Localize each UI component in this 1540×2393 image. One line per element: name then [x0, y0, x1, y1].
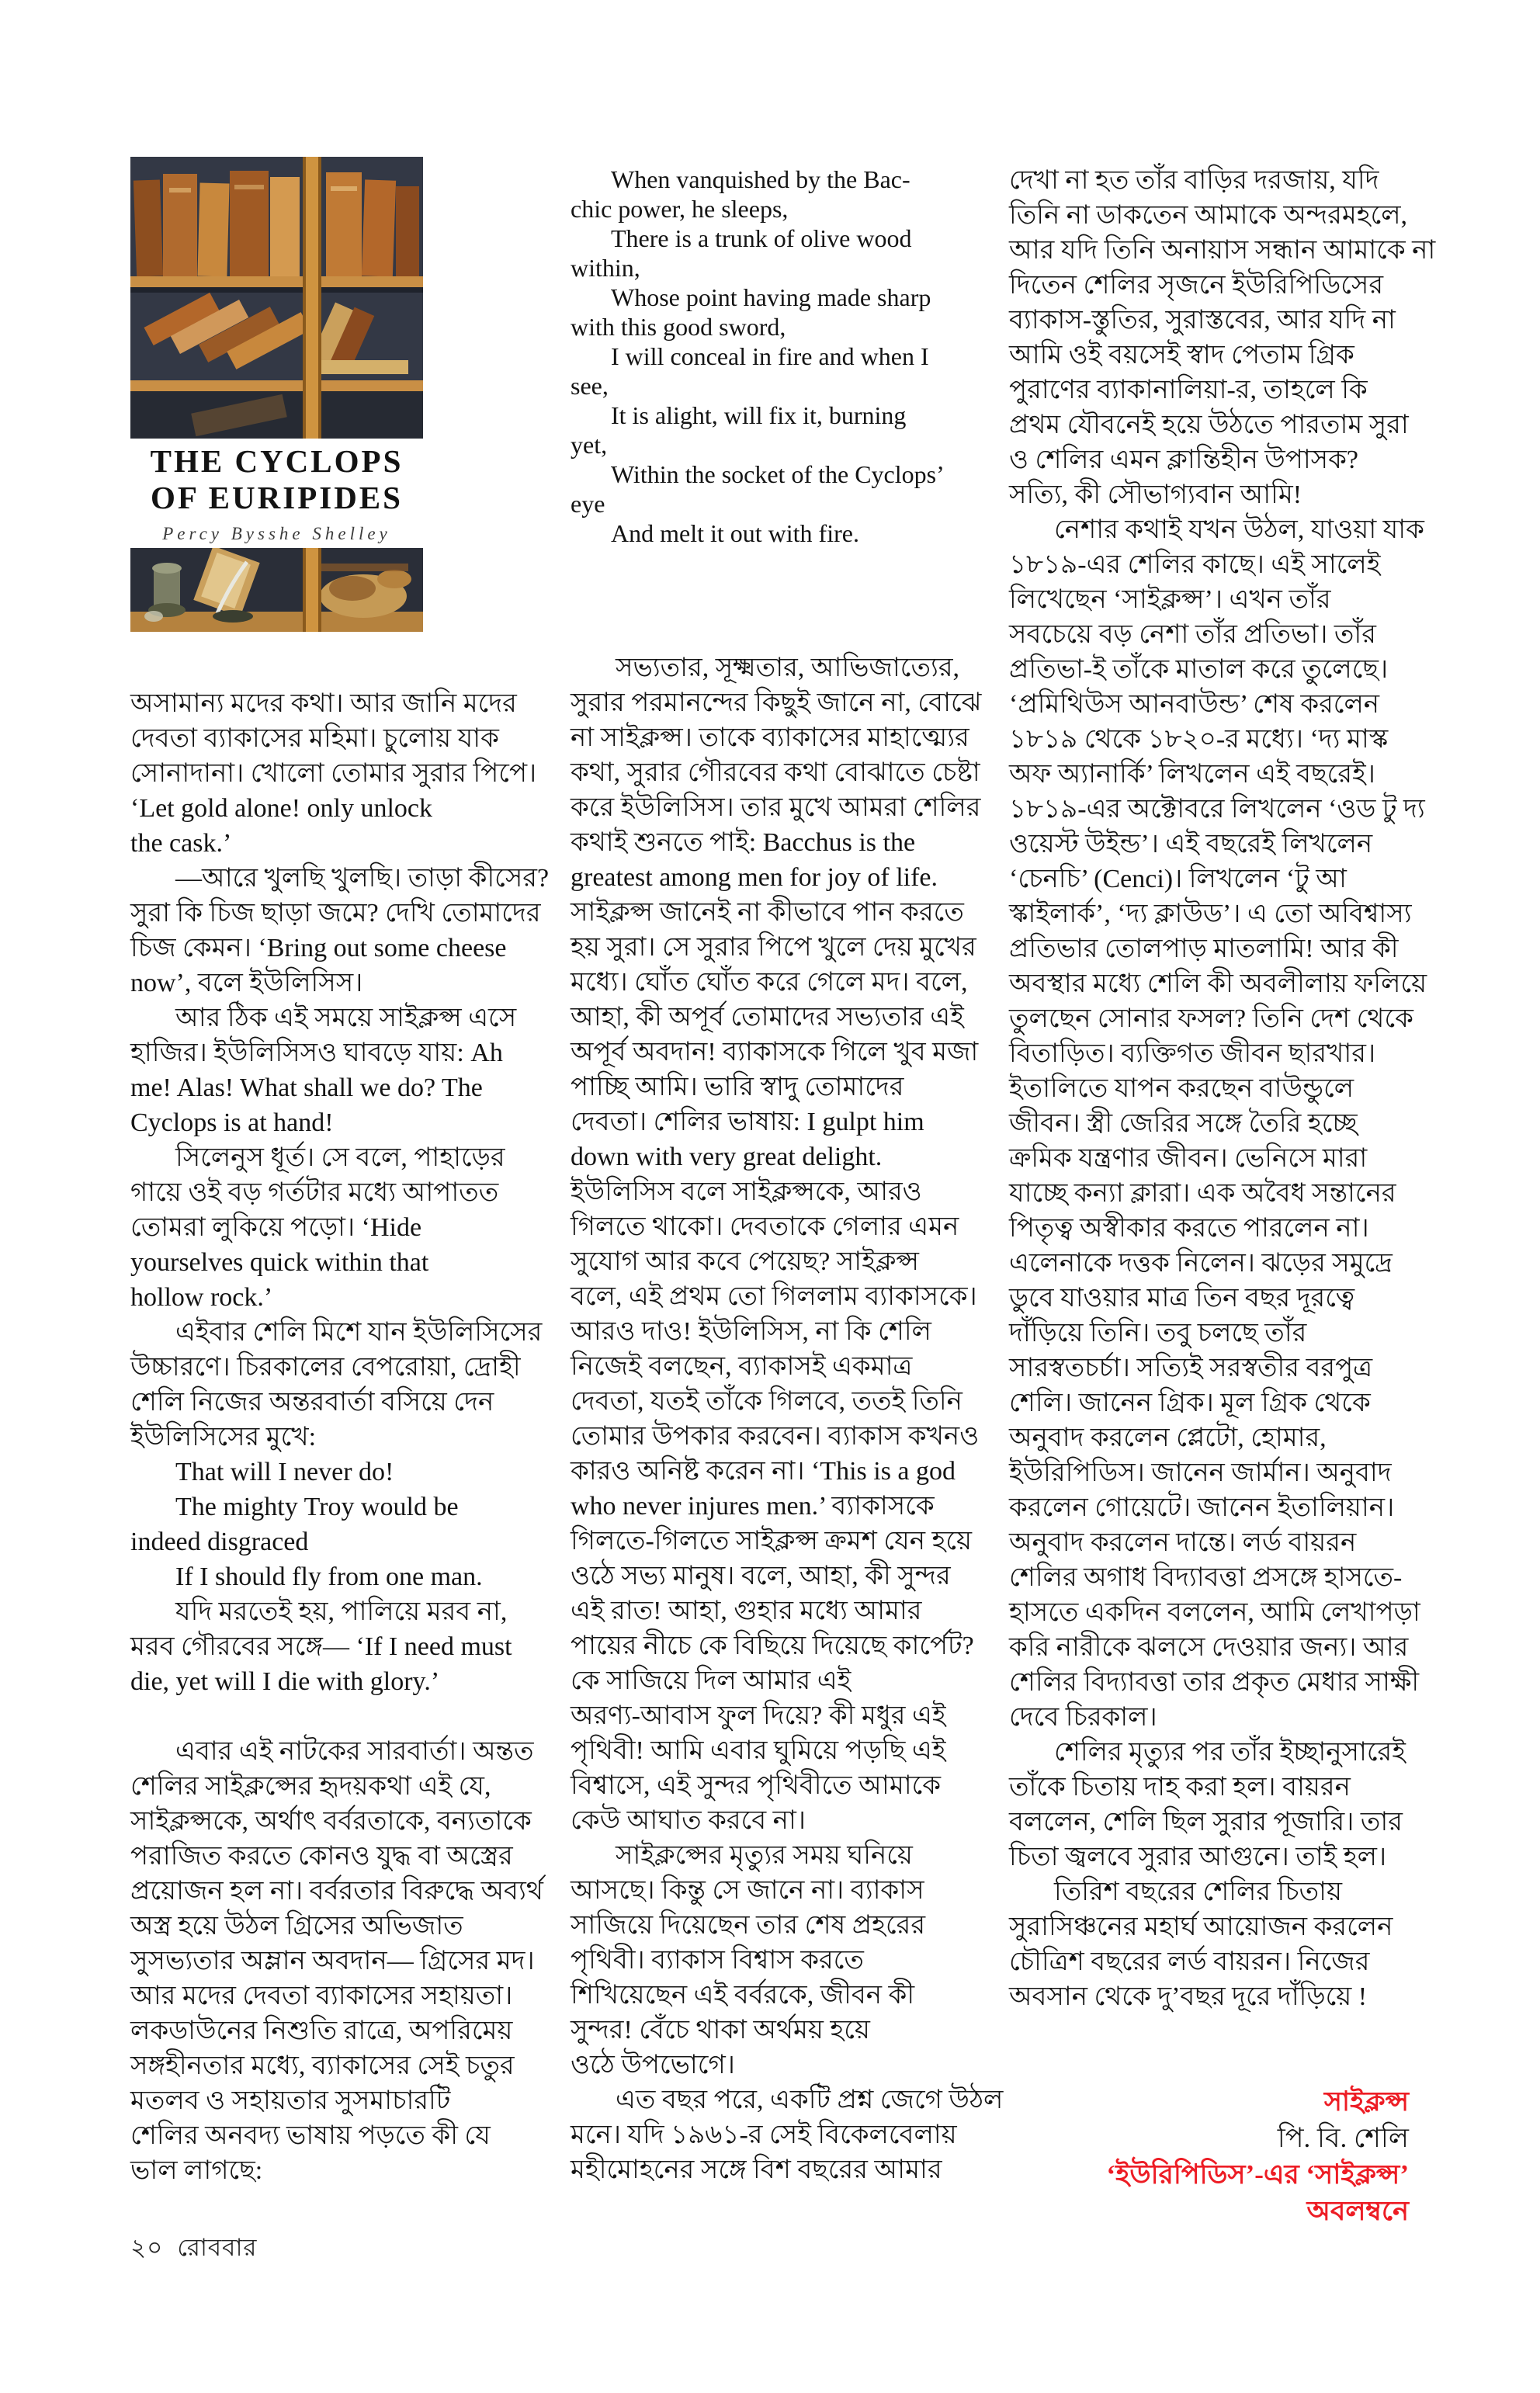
text-line: হাজির। ইউলিসিসও ঘাবড়ে যায়: Ah: [130, 1039, 503, 1067]
text-line: ওঠে উপভোগে।: [571, 2051, 735, 2079]
text-line: যাচ্ছে কন্যা ক্লারা। এক অবৈধ সন্তানের: [1009, 1179, 1396, 1208]
magazine-name: রোববার: [177, 2234, 258, 2261]
text-line: ব্যাকাস-স্তুতির, সুরাস্তবের, আর যদি না: [1009, 306, 1396, 335]
text-line: চিজ কেমন। ‘Bring out some cheese: [130, 934, 507, 962]
text-line: যদি মরতেই হয়, পালিয়ে মরব না,: [175, 1597, 508, 1626]
text-line: শিখিয়েছেন এই বর্বরকে, জীবন কী: [571, 1981, 915, 2010]
text-line: ক্রমিক যন্ত্রণার জীবন। ভেনিসে মারা: [1009, 1144, 1368, 1173]
text-line: পুরাণের ব্যাকানালিয়া-র, তাহলে কি: [1009, 376, 1368, 404]
text-line: —আরে খুলছি খুলছি। তাড়া কীসের?: [175, 864, 550, 893]
text-line: তোমরা লুকিয়ে পড়ো। ‘Hide: [130, 1213, 422, 1242]
text-line: মহীমোহনের সঙ্গে বিশ বছরের আমার: [571, 2155, 942, 2184]
text-line: প্রতিভা-ই তাঁকে মাতাল করে তুলেছে।: [1009, 655, 1389, 684]
text-line: পায়ের নীচে কে বিছিয়ে দিয়েছে কার্পেট?: [571, 1632, 974, 1660]
text-line: শেলির অগাধ বিদ্যাবত্তা প্রসঙ্গে হাসতে-: [1009, 1563, 1403, 1592]
text-line: If I should fly from one man.: [175, 1562, 483, 1591]
cover-title-line1: THE CYCLOPS: [150, 443, 404, 479]
text-line: সুরার পরমানন্দের কিছুই জানে না, বোঝে: [571, 688, 982, 717]
text-line: down with very great delight.: [571, 1143, 883, 1171]
text-line: দিতেন শেলির সৃজনে ইউরিপিডিসের: [1009, 271, 1384, 300]
text-line: মনে। যদি ১৯৬১-র সেই বিকেলবেলায়: [571, 2121, 957, 2149]
text-line: তোমার উপকার করবেন। ব্যাকাস কখনও: [571, 1422, 980, 1451]
text-line: ‘চেনচি’ (Cenci)। লিখলেন ‘টু আ: [1009, 865, 1347, 893]
text-line: শেলির বিদ্যাবত্তা তার প্রকৃত মেধার সাক্ষী: [1009, 1668, 1420, 1697]
text-line: দেখা না হত তাঁর বাড়ির দরজায়, যদি: [1009, 166, 1379, 195]
cover-author: Percy Bysshe Shelley: [162, 524, 391, 543]
text-line: দেবে চিরকাল।: [1009, 1703, 1157, 1732]
text-line: Cyclops is at hand!: [130, 1108, 334, 1137]
text-line: ‘Let gold alone! only unlock: [130, 794, 433, 823]
article-credits: [1009, 2083, 1409, 2229]
text-line: আর ঠিক এই সময়ে সাইক্লপ্স এসে: [175, 1004, 517, 1032]
text-line: সাইক্লপ্স জানেই না কীভাবে পান করতে: [571, 898, 964, 927]
text-line: কে সাজিয়ে দিল আমার এই: [571, 1666, 852, 1695]
text-line: কারও অনিষ্ট করেন না। ‘This is a god: [571, 1457, 956, 1486]
text-line: ইউরিপিডিস। জানেন জার্মান। অনুবাদ: [1009, 1458, 1392, 1487]
text-line: সাইক্লপ্সকে, অর্থাৎ বর্বরতাকে, বন্যতাকে: [130, 1807, 532, 1836]
text-line: বিশ্বাসে, এই সুন্দর পৃথিবীতে আমাকে: [571, 1771, 942, 1800]
text-line: লকডাউনের নিশুতি রাত্রে, অপরিমেয়: [130, 2017, 513, 2045]
text-line: That will I never do!: [175, 1458, 394, 1486]
column-2-text: [571, 650, 1004, 2187]
column-1-text: [130, 686, 550, 2188]
text-line: সত্যি, কী সৌভাগ্যবান আমি!: [1009, 480, 1302, 509]
text-line: indeed disgraced: [130, 1528, 309, 1556]
text-line: The mighty Troy would be: [175, 1493, 459, 1521]
text-line: সুন্দর! বেঁচে থাকা অর্থময় হয়ে: [571, 2016, 870, 2044]
text-line: ১৮১৯-এর শেলির কাছে। এই সালেই: [1009, 550, 1381, 579]
text-line: When vanquished by the Bac-: [611, 165, 910, 193]
text-line: আর যদি তিনি অনায়াস সন্ধান আমাকে না: [1009, 236, 1436, 265]
text-line: সারস্বতচর্চা। সত্যিই সরস্বতীর বরপুত্র: [1009, 1354, 1373, 1382]
text-line: ওয়েস্ট উইন্ড’। এই বছরেই লিখলেন: [1009, 830, 1373, 858]
text-line: গায়ে ওই বড় গর্তটার মধ্যে আপাতত: [130, 1178, 499, 1207]
text-line: the cask.’: [130, 829, 232, 858]
text-line: দেবতা ব্যাকাসের মহিমা। চুলোয় যাক: [130, 724, 499, 753]
text-line: তিরিশ বছরের শেলির চিতায়: [1054, 1878, 1343, 1906]
text-line: ও শেলির এমন ক্লান্তিহীন উপাসক?: [1009, 446, 1359, 474]
text-line: শেলি নিজের অন্তরবার্তা বসিয়ে দেন: [130, 1388, 494, 1417]
text-line: হাসতে একদিন বললেন, আমি লেখাপড়া: [1009, 1598, 1420, 1627]
text-line: অসামান্য মদের কথা। আর জানি মদের: [130, 689, 517, 718]
text-line: অবস্থার মধ্যে শেলি কী অবলীলায় ফলিয়ে: [1009, 969, 1427, 998]
text-line: আহা, কী অপূর্ব তোমাদের সভ্যতার এই: [571, 1003, 964, 1032]
text-line: এবার এই নাটকের সারবার্তা। অন্তত: [175, 1737, 534, 1766]
text-line: There is a trunk of olive wood: [611, 224, 912, 252]
text-line: উচ্চারণে। চিরকালের বেপরোয়া, দ্রোহী: [130, 1353, 521, 1382]
column-2-poem: [571, 165, 947, 548]
text-line: দাঁড়িয়ে তিনি। তবু চলছে তাঁর: [1009, 1319, 1307, 1347]
text-line: yet,: [571, 431, 608, 459]
page-footer: [130, 2229, 257, 2270]
text-line: And melt it out with fire.: [611, 519, 859, 547]
credit-source-note: ‘ইউরিপিডিস’-এর ‘সাইক্লপ্স’ অবলম্বনে: [1106, 2159, 1409, 2226]
text-line: অনুবাদ করলেন প্লেটো, হোমার,: [1009, 1424, 1327, 1452]
text-line: তাঁকে চিতায় দাহ করা হল। বায়রন: [1009, 1773, 1351, 1802]
text-line: অনুবাদ করলেন দান্তে। লর্ড বায়রন: [1009, 1528, 1357, 1557]
text-line: সুরা কি চিজ ছাড়া জমে? দেখি তোমাদের: [130, 899, 541, 928]
text-line: নিজেই বলছেন, ব্যাকাসই একমাত্র: [571, 1352, 913, 1381]
text-line: সুযোগ আর কবে পেয়েছ? সাইক্লপ্স: [571, 1247, 919, 1276]
text-line: ইউলিসিস বলে সাইক্লপ্সকে, আরও: [571, 1177, 922, 1206]
text-line: ১৮১৯ থেকে ১৮২০-র মধ্যে। ‘দ্য মাস্ক: [1009, 725, 1389, 754]
text-line: স্কাইলার্ক’, ‘দ্য ক্লাউড’। এ তো অবিশ্বাস্য: [1009, 900, 1412, 928]
text-line: ইউলিসিসের মুখে:: [130, 1423, 317, 1451]
text-line: শেলির অনবদ্য ভাষায় পড়তে কী যে: [130, 2121, 491, 2150]
text-line: It is alight, will fix it, burning: [611, 401, 907, 429]
text-line: সিলেনুস ধূর্ত। সে বলে, পাহাড়ের: [175, 1143, 505, 1172]
text-line: সোনাদানা। খোলো তোমার সুরার পিপে।: [130, 759, 537, 788]
text-line: না সাইক্লপ্স। তাকে ব্যাকাসের মাহাত্ম্যের: [571, 723, 969, 752]
text-line: ‘প্রমিথিউস আনবাউন্ড’ শেষ করলেন: [1009, 690, 1380, 719]
text-line: অবসান থেকে দু’বছর দূরে দাঁড়িয়ে !: [1009, 1982, 1368, 2011]
text-line: hollow rock.’: [130, 1283, 273, 1312]
text-line: eye: [571, 490, 605, 518]
text-line: die, yet will I die with glory.’: [130, 1667, 440, 1696]
text-line: পরাজিত করতে কোনও যুদ্ধ বা অস্ত্রের: [130, 1842, 513, 1871]
text-line: তুলছেন সোনার ফসল? তিনি দেশ থেকে: [1009, 1004, 1413, 1033]
text-line: প্রতিভার তোলপাড় মাতলামি! আর কী: [1009, 935, 1399, 963]
text-line: লিখেছেন ‘সাইক্লপ্স’। এখন তাঁর: [1009, 585, 1331, 614]
text-line: বললেন, শেলি ছিল সুরার পূজারি। তার: [1009, 1808, 1403, 1836]
text-line: শেলির মৃত্যুর পর তাঁর ইচ্ছানুসারেই: [1054, 1738, 1406, 1767]
text-line: see,: [571, 372, 609, 400]
text-line: করলেন গোয়েটে। জানেন ইতালিয়ান।: [1009, 1493, 1395, 1522]
text-line: প্রথম যৌবনেই হয়ে উঠতে পারতাম সুরা: [1009, 411, 1409, 439]
text-line: হয় সুরা। সে সুরার পিপে খুলে দেয় মুখের: [571, 933, 976, 962]
text-line: পাচ্ছি আমি। ভারি স্বাদু তোমাদের: [571, 1073, 904, 1101]
cover-title-line2: OF EURIPIDES: [151, 480, 403, 515]
text-line: কেউ আঘাত করবে না।: [571, 1806, 806, 1835]
text-line: সুসভ্যতার অম্লান অবদান— গ্রিসের মদ।: [130, 1947, 535, 1975]
text-line: ওঠে সভ্য মানুষ। বলে, আহা, কী সুন্দর: [571, 1562, 951, 1590]
text-line: বিতাড়িত। ব্যক্তিগত জীবন ছারখার।: [1009, 1039, 1376, 1068]
text-line: ডুবে যাওয়ার মাত্র তিন বছর দূরত্বে: [1009, 1284, 1355, 1313]
text-line: দেবতা, যতই তাঁকে গিলবে, ততই তিনি: [571, 1387, 962, 1416]
text-line: সাইক্লপ্সের মৃত্যুর সময় ঘনিয়ে: [616, 1841, 913, 1870]
text-line: ১৮১৯-এর অক্টোবরে লিখলেন ‘ওড টু দ্য: [1009, 795, 1425, 824]
text-line: চৌত্রিশ বছরের লর্ড বায়রন। নিজের: [1009, 1947, 1370, 1976]
text-line: I will conceal in fire and when I: [611, 342, 929, 370]
text-line: দেবতা। শেলির ভাষায়: I gulpt him: [571, 1108, 924, 1136]
text-line: within,: [571, 254, 640, 282]
text-line: এত বছর পরে, একটি প্রশ্ন জেগে উঠল: [616, 2086, 1004, 2114]
credit-work-author: পি. বি. শেলি: [1277, 2123, 1409, 2153]
text-line: পৃথিবী! আমি এবার ঘুমিয়ে পড়ছি এই: [571, 1736, 946, 1765]
text-line: chic power, he sleeps,: [571, 195, 789, 223]
text-line: মতলব ও সহায়তার সুসমাচারটি: [130, 2086, 451, 2115]
text-line: with this good sword,: [571, 313, 786, 341]
text-line: শেলির সাইক্লপ্সের হৃদয়কথা এই যে,: [130, 1772, 491, 1801]
text-line: তিনি না ডাকতেন আমাকে অন্দরমহলে,: [1009, 201, 1408, 230]
text-line: সবচেয়ে বড় নেশা তাঁর প্রতিভা। তাঁর: [1009, 620, 1376, 649]
text-line: আসছে। কিন্তু সে জানে না। ব্যাকাস: [571, 1876, 924, 1905]
text-line: বলে, এই প্রথম তো গিললাম ব্যাকাসকে।: [571, 1282, 977, 1311]
text-line: সভ্যতার, সূক্ষ্মতার, আভিজাত্যের,: [616, 654, 960, 682]
text-line: এই রাত! আহা, গুহার মধ্যে আমার: [571, 1597, 922, 1625]
text-line: নেশার কথাই যখন উঠল, যাওয়া যাক: [1054, 515, 1424, 544]
text-line: সুরাসিঞ্চনের মহার্ঘ আয়োজন করলেন: [1009, 1913, 1393, 1941]
text-line: মরব গৌরবের সঙ্গে— ‘If I need must: [130, 1632, 512, 1661]
text-line: ভাল লাগছে:: [130, 2156, 263, 2185]
text-line: আর মদের দেবতা ব্যাকাসের সহায়তা।: [130, 1982, 513, 2010]
text-line: Whose point having made sharp: [611, 283, 931, 311]
column-3-text: [1009, 163, 1436, 2014]
cover-title-band: [130, 439, 423, 548]
bookshelf-photo: [130, 157, 423, 439]
book-cover: [130, 157, 423, 632]
text-line: ইতালিতে যাপন করছেন বাউন্ডুলে: [1009, 1074, 1354, 1103]
text-line: সঙ্গহীনতার মধ্যে, ব্যাকাসের সেই চতুর: [130, 2051, 515, 2080]
text-line: চিতা জ্বলবে সুরার আগুনে। তাই হল।: [1009, 1843, 1387, 1871]
text-line: me! Alas! What shall we do? The: [130, 1073, 483, 1102]
text-line: প্রয়োজন হল না। বর্বরতার বিরুদ্ধে অব্যর্থ: [130, 1877, 543, 1906]
text-line: অফ অ্যানার্কি’ লিখলেন এই বছরেই।: [1009, 760, 1375, 789]
text-line: কথা, সুরার গৌরবের কথা বোঝাতে চেষ্টা: [571, 758, 980, 787]
text-line: আমি ওই বয়সেই স্বাদ পেতাম গ্রিক: [1009, 341, 1354, 369]
text-line: who never injures men.’ ব্যাকাসকে: [571, 1492, 935, 1521]
text-line: অস্ত্র হয়ে উঠল গ্রিসের অভিজাত: [130, 1912, 463, 1940]
text-line: জীবন। স্ত্রী জেরির সঙ্গে তৈরি হচ্ছে: [1009, 1109, 1358, 1138]
text-line: মধ্যে। ঘোঁত ঘোঁত করে গেলে মদ। বলে,: [571, 968, 968, 997]
text-line: আরও দাও! ইউলিসিস, না কি শেলি: [571, 1317, 931, 1346]
text-line: পৃথিবী। ব্যাকাস বিশ্বাস করতে: [571, 1946, 864, 1975]
text-line: [130, 1699, 522, 1734]
text-line: পিতৃত্ব অস্বীকার করতে পারলেন না।: [1009, 1214, 1369, 1243]
text-line: করে ইউলিসিস। তার মুখে আমরা শেলির: [571, 793, 981, 822]
text-line: কথাই শুনতে পাই: Bacchus is the: [571, 828, 916, 857]
text-line: করি নারীকে ঝলসে দেওয়ার জন্য। আর: [1009, 1633, 1409, 1662]
text-line: yourselves quick within that: [130, 1248, 429, 1277]
page-number: ২০: [130, 2234, 164, 2261]
text-line: গিলতে থাকো। দেবতাকে গেলার এমন: [571, 1212, 959, 1241]
text-line: এলেনাকে দত্তক নিলেন। ঝড়ের সমুদ্রে: [1009, 1249, 1393, 1278]
text-line: গিলতে-গিলতে সাইক্লপ্স ক্রমশ যেন হয়ে: [571, 1527, 973, 1555]
text-line: greatest among men for joy of life.: [571, 863, 938, 892]
text-line: অরণ্য-আবাস ফুল দিয়ে? কী মধুর এই: [571, 1701, 946, 1730]
credit-work-title: সাইক্লপ্স: [1323, 2086, 1409, 2117]
text-line: Within the socket of the Cyclops’: [611, 460, 945, 488]
text-line: অপূর্ব অবদান! ব্যাকাসকে গিলে খুব মজা: [571, 1038, 979, 1066]
text-line: now’, বলে ইউলিসিস।: [130, 969, 363, 997]
text-line: শেলি। জানেন গ্রিক। মূল গ্রিক থেকে: [1009, 1389, 1371, 1417]
text-line: এইবার শেলি মিশে যান ইউলিসিসের: [175, 1318, 543, 1347]
writing-desk-photo: [130, 548, 423, 632]
text-line: সাজিয়ে দিয়েছেন তার শেষ প্রহরের: [571, 1911, 926, 1940]
